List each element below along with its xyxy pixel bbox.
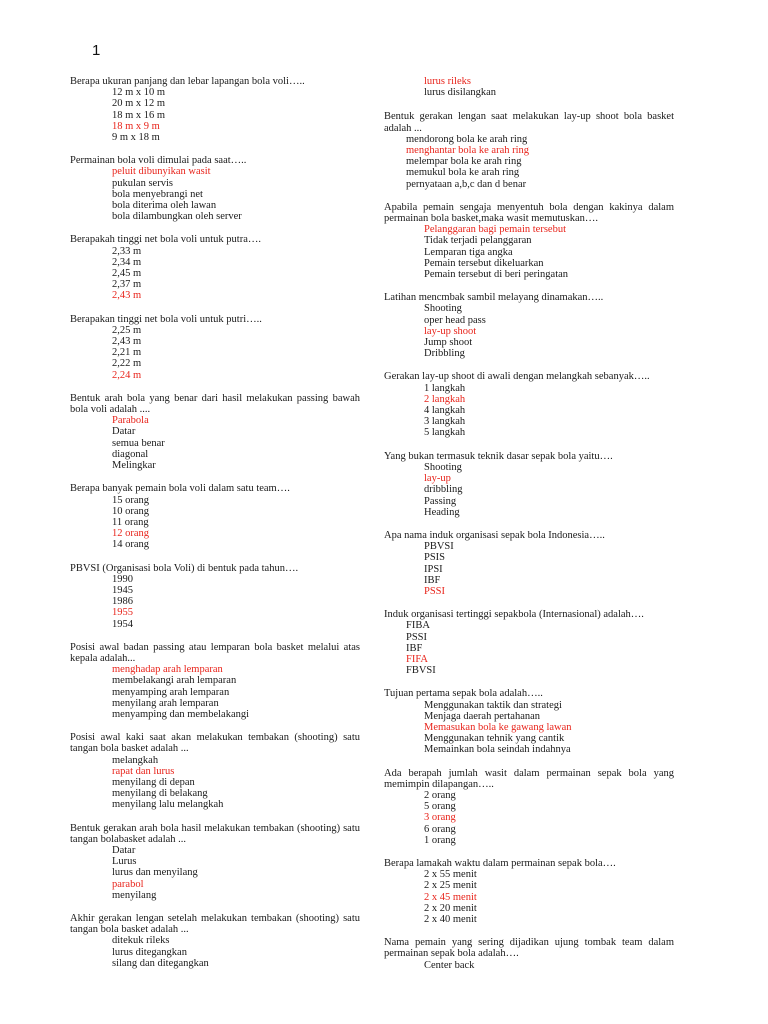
answer-option: PBVSI [424,541,454,553]
question-text: Bentuk arah bola yang benar dari hasil melakukan passing bawah bola voli adalah .... [70,392,360,416]
answer-option-correct: 2,43 m [112,290,142,302]
question-text: Tujuan pertama sepak bola adalah….. [384,688,543,700]
answer-option: 2 x 20 menit [424,902,477,914]
answer-option: Memainkan bola seindah indahnya [424,744,571,756]
answer-option: 1986 [112,596,133,608]
answer-option-correct: lurus rileks [424,76,471,87]
answer-option: ditekuk rileks [112,935,170,947]
answer-option: Tidak terjadi pelanggaran [424,235,532,247]
answer-option: Lemparan tiga angka [424,246,513,258]
question-block [70,234,360,301]
question-block [384,371,674,438]
answer-options [384,224,674,280]
answer-option: PSIS [424,552,446,564]
question-block [70,76,360,143]
answer-option: Pemain tersebut di beri peringatan [424,269,569,281]
answer-options [70,415,360,471]
question-text: Berapakah tinggi net bola voli untuk putra…. [70,234,261,246]
answer-option: 11 orang [112,516,149,528]
answer-option: 18 m x 16 m [112,109,166,121]
question-text: Bentuk gerakan lengan saat melakukan lay-up shoot bola basket adalah ... [384,111,674,134]
answer-option: Passing [424,495,457,507]
answer-option: pukulan servis [112,177,173,189]
question-block [384,451,674,518]
answer-option-correct: peluit dibunyikan wasit [112,166,211,178]
answer-option: 2,37 m [112,279,142,291]
answer-options [70,664,360,720]
answer-options [70,755,360,811]
answer-option: 10 orang [112,505,150,517]
answer-option: 2,21 m [112,347,142,359]
question-block [70,732,360,810]
answer-option-correct: lay-up [424,473,451,485]
answer-option: 2,43 m [112,336,142,348]
question-text: Posisi awal kaki saat akan melakukan tembakan (shooting) satu tangan bola basket adalah ... [70,732,360,755]
answer-option: menyilang lalu melangkah [112,799,224,811]
answer-options [384,383,674,439]
question-block [384,111,674,189]
question-block [384,858,674,925]
answer-option: oper head pass [424,314,486,326]
answer-options [384,700,674,756]
question-text: Berapa banyak pemain bola voli dalam satu team…. [70,483,290,495]
question-text: Berapakan tinggi net bola voli untuk putri….. [70,313,262,325]
answer-options [70,495,360,551]
answer-option: 9 m x 18 m [112,132,160,144]
answer-option: lurus ditegangkan [112,946,187,958]
answer-option: 1 langkah [424,382,466,394]
answer-option: bola diterima oleh lawan [112,200,217,212]
answer-option: bola dilambungkan oleh server [112,211,242,223]
question-block [70,642,360,720]
answer-option: semua benar [112,437,165,449]
answer-option: melempar bola ke arah ring [406,156,522,168]
answer-option: 6 orang [424,823,456,835]
answer-option: Dribbling [424,348,465,360]
answer-option-correct: 1955 [112,607,133,619]
answer-option: IBF [406,642,423,654]
answer-option: Menggunakan taktik dan strategi [424,699,562,711]
question-block [70,483,360,550]
answer-options [384,462,674,518]
answer-option: IPSI [424,563,443,575]
question-block [70,155,360,222]
answer-option: Shooting [424,303,462,315]
answer-option: Datar [112,844,136,856]
answer-option-correct: 18 m x 9 m [112,120,160,132]
question-text: Permainan bola voli dimulai pada saat….. [70,155,247,167]
answer-option-correct: 2,24 m [112,369,142,381]
answer-option: Menggunakan tehnik yang cantik [424,733,565,745]
question-block [70,393,360,471]
question-text: Induk organisasi tertinggi sepakbola (Internasional) adalah…. [384,609,644,621]
question-text: Apabila pemain sengaja menyentuh bola dengan kakinya dalam permainan bola basket,maka wasit memutuskan…. [384,201,674,225]
answer-option: 5 langkah [424,427,466,439]
answer-option: menyilang di belakang [112,788,208,800]
question-block [384,292,674,359]
answer-options [384,790,674,846]
answer-options [384,303,674,359]
answer-option-correct: parabol [112,878,144,890]
answer-options [384,541,674,597]
question-block [384,937,674,971]
question-block [384,202,674,280]
answer-option: membelakangi arah lemparan [112,675,237,687]
answer-option-correct: Pelanggaran bagi pemain tersebut [424,224,566,236]
left-column [70,76,360,981]
answer-option: 12 m x 10 m [112,87,166,99]
answer-option-correct: 2 langkah [424,393,466,405]
continued-options [384,76,674,98]
answer-option: bola menyebrangi net [112,188,203,200]
question-block [70,913,360,969]
answer-option-correct: 12 orang [112,528,150,540]
answer-option: 2 x 40 menit [424,914,477,925]
question-block [384,768,674,846]
answer-option: silang dan ditegangkan [112,957,209,969]
answer-option-correct: rapat dan lurus [112,765,175,777]
answer-option: menyilang di depan [112,776,195,788]
answer-option-correct: Memasukan bola ke gawang lawan [424,721,572,733]
question-text: PBVSI (Organisasi bola Voli) di bentuk pada tahun…. [70,562,299,574]
question-text: Posisi awal badan passing atau lemparan bola basket melalui atas kepala adalah... [70,641,360,664]
answer-option: 2,22 m [112,358,142,370]
question-text: Ada berapah jumlah wasit dalam permainan sepak bola yang memimpin dilapangan….. [384,767,674,790]
question-block [384,609,674,676]
answer-option: Pemain tersebut dikeluarkan [424,257,544,269]
answer-option: dribbling [424,484,463,496]
question-text: Nama pemain yang sering dijadikan ujung tombak team dalam permainan sepak bola adalah…. [384,937,674,960]
answer-option-correct: FIFA [406,653,428,665]
answer-option-correct: lay-up shoot [424,325,477,337]
answer-options [70,574,360,630]
answer-options [70,935,360,969]
question-text: Bentuk gerakan arah bola hasil melakukan tembakan (shooting) satu tangan bolabasket adalah ... [70,822,360,845]
right-column [384,76,674,983]
answer-option: 5 orang [424,801,456,813]
answer-option: 2,25 m [112,324,142,336]
answer-option: 14 orang [112,539,150,551]
answer-option: 2 x 55 menit [424,869,477,881]
answer-option: memukul bola ke arah ring [406,167,520,179]
answer-option: diagonal [112,448,149,460]
question-text: Yang bukan termasuk teknik dasar sepak bola yaitu…. [384,450,613,462]
answer-options [384,620,674,676]
answer-option: lurus disilangkan [424,87,497,99]
answer-options [384,960,674,971]
answer-option: 2,45 m [112,268,142,280]
question-block [70,563,360,630]
question-block [384,688,674,755]
answer-options [384,869,674,925]
answer-options [70,87,360,143]
answer-options [70,845,360,901]
answer-option: melangkah [112,754,159,766]
answer-option: 2 orang [424,789,456,801]
answer-option: Datar [112,426,136,438]
answer-options [70,325,360,381]
answer-option: mendorong bola ke arah ring [406,133,528,145]
answer-options [384,134,674,190]
answer-option: 2,34 m [112,256,142,268]
answer-option-correct: 3 orang [424,812,456,824]
answer-option: Melingkar [112,460,156,472]
answer-option: Jump shoot [424,337,473,349]
answer-option: 20 m x 12 m [112,98,166,110]
answer-option: 15 orang [112,494,150,506]
answer-option: 1990 [112,573,133,585]
answer-option: 2 x 25 menit [424,880,477,892]
answer-option-correct: PSSI [424,585,446,597]
answer-option-correct: Parabola [112,415,149,427]
answer-option: Heading [424,506,460,518]
answer-option: FBVSI [406,665,436,677]
answer-option: 1945 [112,584,133,596]
answer-option: menyilang [112,889,157,901]
question-text: Apa nama induk organisasi sepak bola Indonesia….. [384,529,605,541]
answer-option: PSSI [406,631,428,643]
answer-option-correct: menghantar bola ke arah ring [406,145,530,157]
answer-option: 1954 [112,618,133,630]
answer-option-correct: menghadap arah lemparan [112,664,223,676]
answer-option: Center back [424,959,475,971]
answer-option: 4 langkah [424,405,466,417]
answer-option: lurus dan menyilang [112,867,198,879]
answer-option: Lurus [112,856,137,868]
answer-option: menyilang arah lemparan [112,697,219,709]
answer-option: Menjaga daerah pertahanan [424,710,541,722]
answer-option: 1 orang [424,834,456,846]
answer-option: pernyataan a,b,c dan d benar [406,178,527,190]
answer-option: menyamping arah lemparan [112,686,230,698]
answer-option: IBF [424,574,441,586]
answer-option: 3 langkah [424,416,466,428]
question-block [70,823,360,901]
answer-option-correct: 2 x 45 menit [424,891,477,903]
answer-option: 2,33 m [112,245,142,257]
question-text: Latihan mencmbak sambil melayang dinamakan….. [384,292,604,304]
question-text: Berapa ukuran panjang dan lebar lapangan bola voli….. [70,76,305,87]
question-block [384,530,674,597]
page-number: 1 [92,42,101,59]
question-text: Gerakan lay-up shoot di awali dengan melangkah sebanyak….. [384,371,650,383]
answer-option: menyamping dan membelakangi [112,708,250,720]
answer-option: FIBA [406,620,430,632]
answer-options [70,246,360,302]
answer-option: Shooting [424,461,462,473]
question-block [70,314,360,381]
answer-options [70,166,360,222]
question-text: Akhir gerakan lengan setelah melakukan tembakan (shooting) satu tangan bola basket adalah ... [70,913,360,936]
question-text: Berapa lamakah waktu dalam permainan sepak bola…. [384,857,616,869]
